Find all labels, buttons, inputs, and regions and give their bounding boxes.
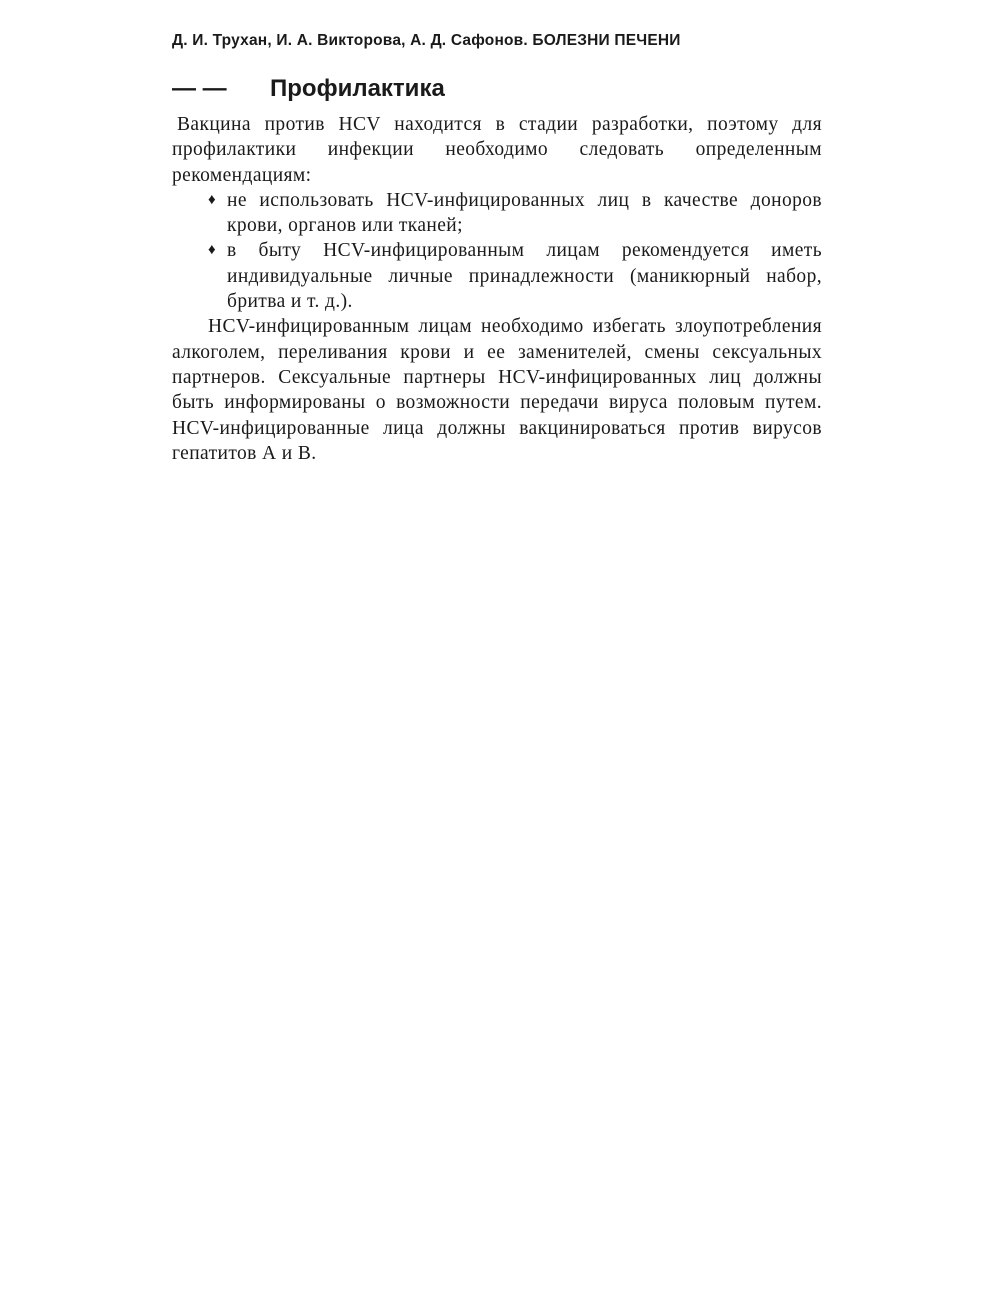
list-item-text: не использовать HCV-инфицированных лиц в качестве доноров крови, органов или тканей;: [227, 189, 822, 237]
list-item: [172, 238, 822, 314]
list-item: [172, 188, 822, 239]
heading-title: Профилактика: [270, 75, 445, 102]
recommendation-list: [172, 188, 822, 314]
heading-dashes: — —: [172, 75, 227, 102]
diamond-bullet-icon: ♦: [208, 242, 217, 259]
intro-paragraph: Вакцина против HCV находится в стадии разработки, поэтому для профилактики инфекции необходимо следовать определенным рекомендациям:: [172, 114, 822, 186]
section-heading: [172, 74, 822, 104]
running-head: Д. И. Трухан, И. А. Викторова, А. Д. Сафонов. БОЛЕЗНИ ПЕЧЕНИ: [172, 32, 681, 49]
list-item-text: в быту HCV-инфицированным лицам рекомендуется иметь индивидуальные личные принадлежности (маникюрный набор, бритва и т. д.).: [227, 240, 822, 313]
closing-paragraph: HCV-инфицированным лицам необходимо избегать злоупотребления алкоголем, переливания крови и ее заменителей, смены сексуальных партнеров. Сексуальные партнеры HCV-инфицированных лиц должны быть информированы о возможности передачи вируса половым путем. HCV-инфицированные лица должны вакцинироваться против вирусов гепатитов А и В.: [172, 316, 822, 464]
page: [172, 30, 822, 466]
diamond-bullet-icon: ♦: [208, 191, 217, 208]
